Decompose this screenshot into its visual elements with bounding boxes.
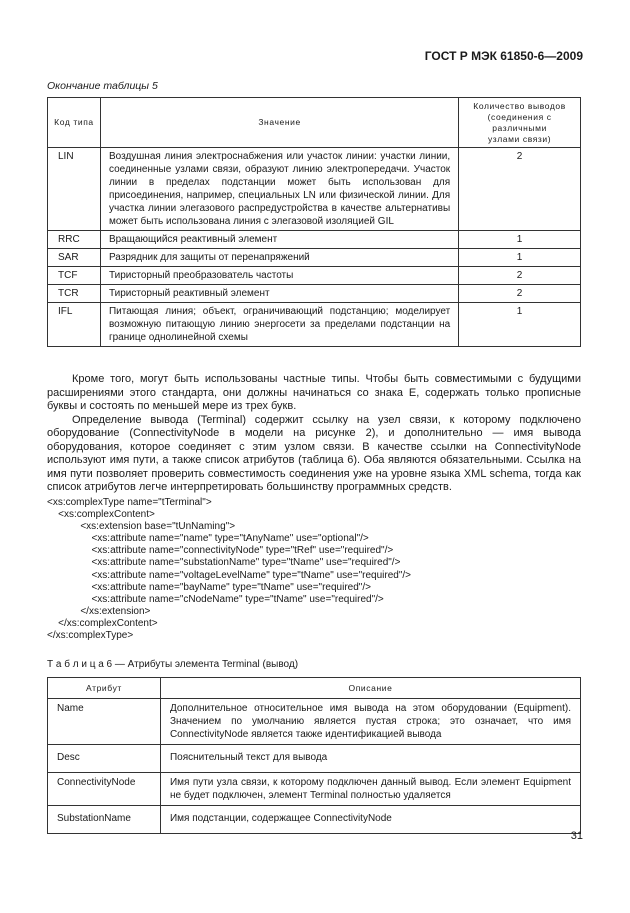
attribute-description: Имя подстанции, содержащее ConnectivityNode [160,806,580,834]
code-line: <xs:attribute name="substationName" type="tName" use="required"/> [47,557,401,569]
type-code: SAR [48,249,101,267]
type-code: TCR [48,285,101,303]
type-meaning: Вращающийся реактивный элемент [100,231,458,249]
code-line: </xs:extension> [47,605,151,617]
paragraph: Кроме того, могут быть использованы частные типы. Чтобы быть совместимыми с будущими расширениями этого стандарта, они должны начинаться со знака Е, содержать только прописные буквы и состоять по меньшей мере из трех букв. [47,373,581,412]
type-code: IFL [48,303,101,347]
table-row [48,249,581,267]
paragraph: Определение вывода (Terminal) содержит ссылку на узел связи, к которому подключено оборудование (ConnectivityNode в модели на рисунке 2), и дополнительно — имя вывода оборудования, которое соединяет с этим узлом связи. В качестве ссылки на ConnectivityNode используют имя пути, а также список атрибутов (таблица 6). Оба являются обязательными. Ссылка на имя пути позволяет проверить совместимость соединения уже на уровне языка XML schema, тогда как список атрибутов легче интерпретировать большинству программных средств. [47,413,581,493]
type-code: LIN [48,148,101,231]
body-text [47,373,581,495]
code-line: <xs:attribute name="connectivityNode" type="tRef" use="required"/> [47,545,394,557]
table5-header-meaning: Значение [100,98,458,148]
table-row [48,699,581,745]
attribute-name: Desc [48,745,161,773]
terminal-count: 1 [459,249,581,267]
code-line: </xs:complexContent> [47,617,158,629]
type-code: RRC [48,231,101,249]
terminal-count: 1 [459,231,581,249]
code-line: <xs:attribute name="bayName" type="tName" use="required"/> [47,581,371,593]
type-code: TCF [48,267,101,285]
table-row [48,303,581,347]
table6-header-description: Описание [160,678,580,699]
type-meaning: Тиристорный реактивный элемент [100,285,458,303]
attribute-name: ConnectivityNode [48,773,161,806]
attribute-description: Имя пути узла связи, к которому подключен данный вывод. Если элемент Equipment не будет подключен, элемент Terminal полностью удаляется [160,773,580,806]
table5 [47,97,581,347]
table-row [48,806,581,834]
table6-header-attribute: Атрибут [48,678,161,699]
table-row [48,231,581,249]
terminal-count: 1 [459,303,581,347]
code-line: <xs:attribute name="name" type="tAnyName" use="optional"/> [47,533,369,545]
type-meaning: Разрядник для защиты от перенапряжений [100,249,458,267]
table5-header-code: Код типа [48,98,101,148]
page-number: 31 [570,830,583,842]
code-line: </xs:complexType> [47,630,134,642]
code-line: <xs:complexContent> [47,509,155,521]
attribute-description: Пояснительный текст для вывода [160,745,580,773]
attribute-description: Дополнительное относительное имя вывода на этом оборудовании (Equipment). Значением по умолчанию является пустая строка; это означает, что имя ConnectivityNode является также идентификацией вывода [160,699,580,745]
table-row [48,285,581,303]
terminal-count: 2 [459,148,581,231]
code-line: <xs:complexType name="tTerminal"> [47,497,212,508]
xml-schema-code [47,497,411,642]
table-row [48,148,581,231]
table6 [47,677,581,834]
code-line: <xs:attribute name="cNodeName" type="tName" use="required"/> [47,593,384,605]
code-line: <xs:attribute name="voltageLevelName" type="tName" use="required"/> [47,569,411,581]
table-row [48,267,581,285]
document-header: ГОСТ Р МЭК 61850-6—2009 [424,49,583,63]
table-row [48,773,581,806]
table5-caption: Окончание таблицы 5 [47,80,158,92]
terminal-count: 2 [459,267,581,285]
table-row [48,745,581,773]
attribute-name: SubstationName [48,806,161,834]
code-line: <xs:extension base="tUnNaming"> [47,521,236,533]
type-meaning: Тиристорный преобразователь частоты [100,267,458,285]
type-meaning: Питающая линия; объект, ограничивающий подстанцию; моделирует возможную питающую линию энергосети за пределами подстанции на границе однолинейной схемы [100,303,458,347]
type-meaning: Воздушная линия электроснабжения или участок линии: участки линии, соединенные узлами связи, образуют линию электропередачи. Участок линии в пределах подстанции может быть использован для присоединения, например, специальных LN или физической линии. Для участка линии элегазового распредустройства в качестве альтернативы может быть использована линия с элегазовой изоляцией GIL [100,148,458,231]
attribute-name: Name [48,699,161,745]
table6-caption: Т а б л и ц а 6 — Атрибуты элемента Terminal (вывод) [47,659,299,670]
table5-header-count: Количество выводов (соединения с различными узлами связи) [459,98,581,148]
terminal-count: 2 [459,285,581,303]
